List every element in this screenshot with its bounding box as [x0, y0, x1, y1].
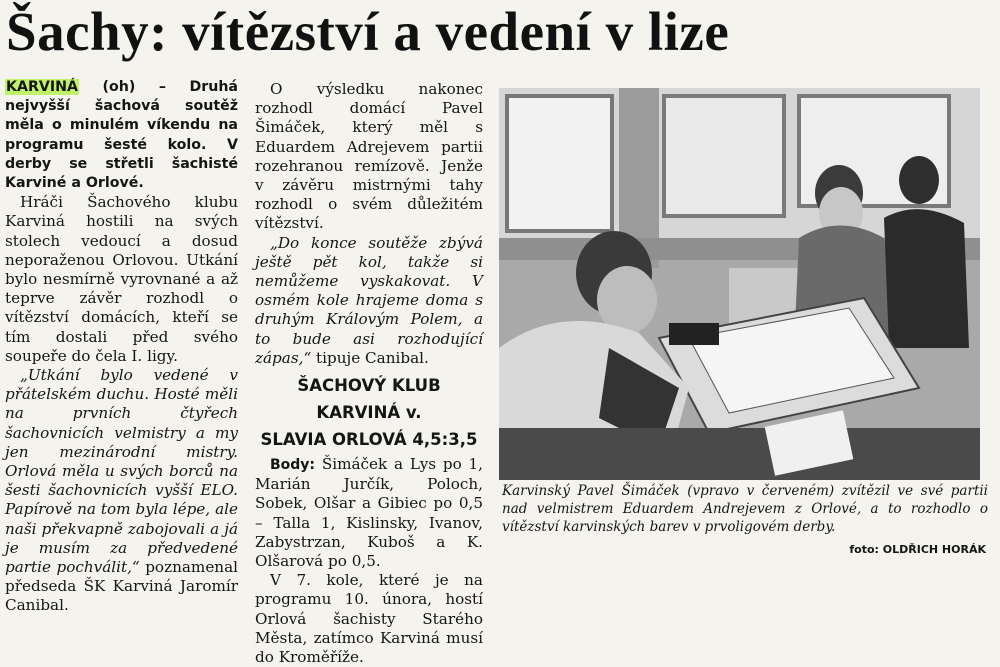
quote-paragraph	[5, 366, 238, 616]
result-line-1: ŠACHOVÝ KLUB	[297, 376, 441, 396]
lead-paragraph	[5, 78, 238, 193]
result-heading	[255, 372, 483, 453]
points-text: Šimáček a Lys po 1, Marián Jurčík, Poloch, Sobek, Olšar a Gibiec po 0,5 – Talla 1, Kislinsky, Ivanov, Zabystrzan, Kuboš a K. Olšarová po 0,5.	[255, 455, 483, 571]
points-paragraph	[255, 455, 483, 571]
photo-credit: foto: OLDŘICH HORÁK	[849, 543, 986, 556]
photo-illustration	[499, 88, 980, 480]
article-column-2	[255, 80, 483, 667]
dateline: KARVINÁ	[6, 79, 79, 95]
result-line-2: KARVINÁ v.	[316, 403, 422, 423]
article-column-1	[5, 78, 238, 616]
body-paragraph: Hráči Šachového klubu Karviná hostili na svých stolech vedoucí a dosud neporaženou Orlovou. Utkání bylo nesmírně vyrovnané a až teprve závěr rozhodl o vítězství domácích, kteří se tím dostali před svého soupeře do čela I. ligy.	[5, 193, 238, 365]
quote-attribution: poznamenal předseda ŠK Karviná Jaromír Canibal.	[5, 558, 238, 615]
quote-text: „Utkání bylo vedené v přátelském duchu. Hosté měli na prvních čtyřech šachovnicích velmistry a my jen mezinárodní mistry. Orlová měla u svých borců na šesti šachovnicích vyšší ELO. Papírově na tom byla lépe, ale naši překvapně zabojovali a já je musím za předvedené partie pochválit,“	[5, 366, 238, 577]
points-label: Body:	[270, 457, 316, 474]
result-line-3: SLAVIA ORLOVÁ 4,5:3,5	[260, 430, 478, 450]
photo-caption: Karvinský Pavel Šimáček (vpravo v červeném) zvítězil ve své partii nad velmistrem Eduardem Andrejevem z Orlové, a to rozhodlo o vítězství karvinských barev v prvoligovém derby.	[502, 483, 988, 535]
body-paragraph: V 7. kole, které je na programu 10. února, hostí Orlová šachisty Starého Města, zatímco Karviná musí do Kroměříže.	[255, 571, 483, 667]
quote-attribution: tipuje Canibal.	[311, 348, 429, 367]
headline: Šachy: vítězství a vedení v lize	[6, 1, 730, 62]
chess-photo	[499, 88, 980, 480]
lead-text: (oh) – Druhá nejvyšší šachová soutěž měla o minulém víkendu na programu šesté kolo. V derby se střetli šachisté Karviné a Orlové.	[5, 79, 238, 192]
quote-text: „Do konce soutěže zbývá ještě pět kol, takže si nemůžeme vyskakovat. V osmém kole hrajeme doma s druhým Královým Polem, a to bude asi rozhodující zápas,“	[255, 233, 483, 367]
body-paragraph: O výsledku nakonec rozhodl domácí Pavel Šimáček, který měl s Eduardem Adrejevem partii rozehranou remízově. Jenže v závěru mistrnými tahy rozhodl o svém důležitém vítězství.	[255, 80, 483, 233]
quote-paragraph	[255, 234, 483, 368]
